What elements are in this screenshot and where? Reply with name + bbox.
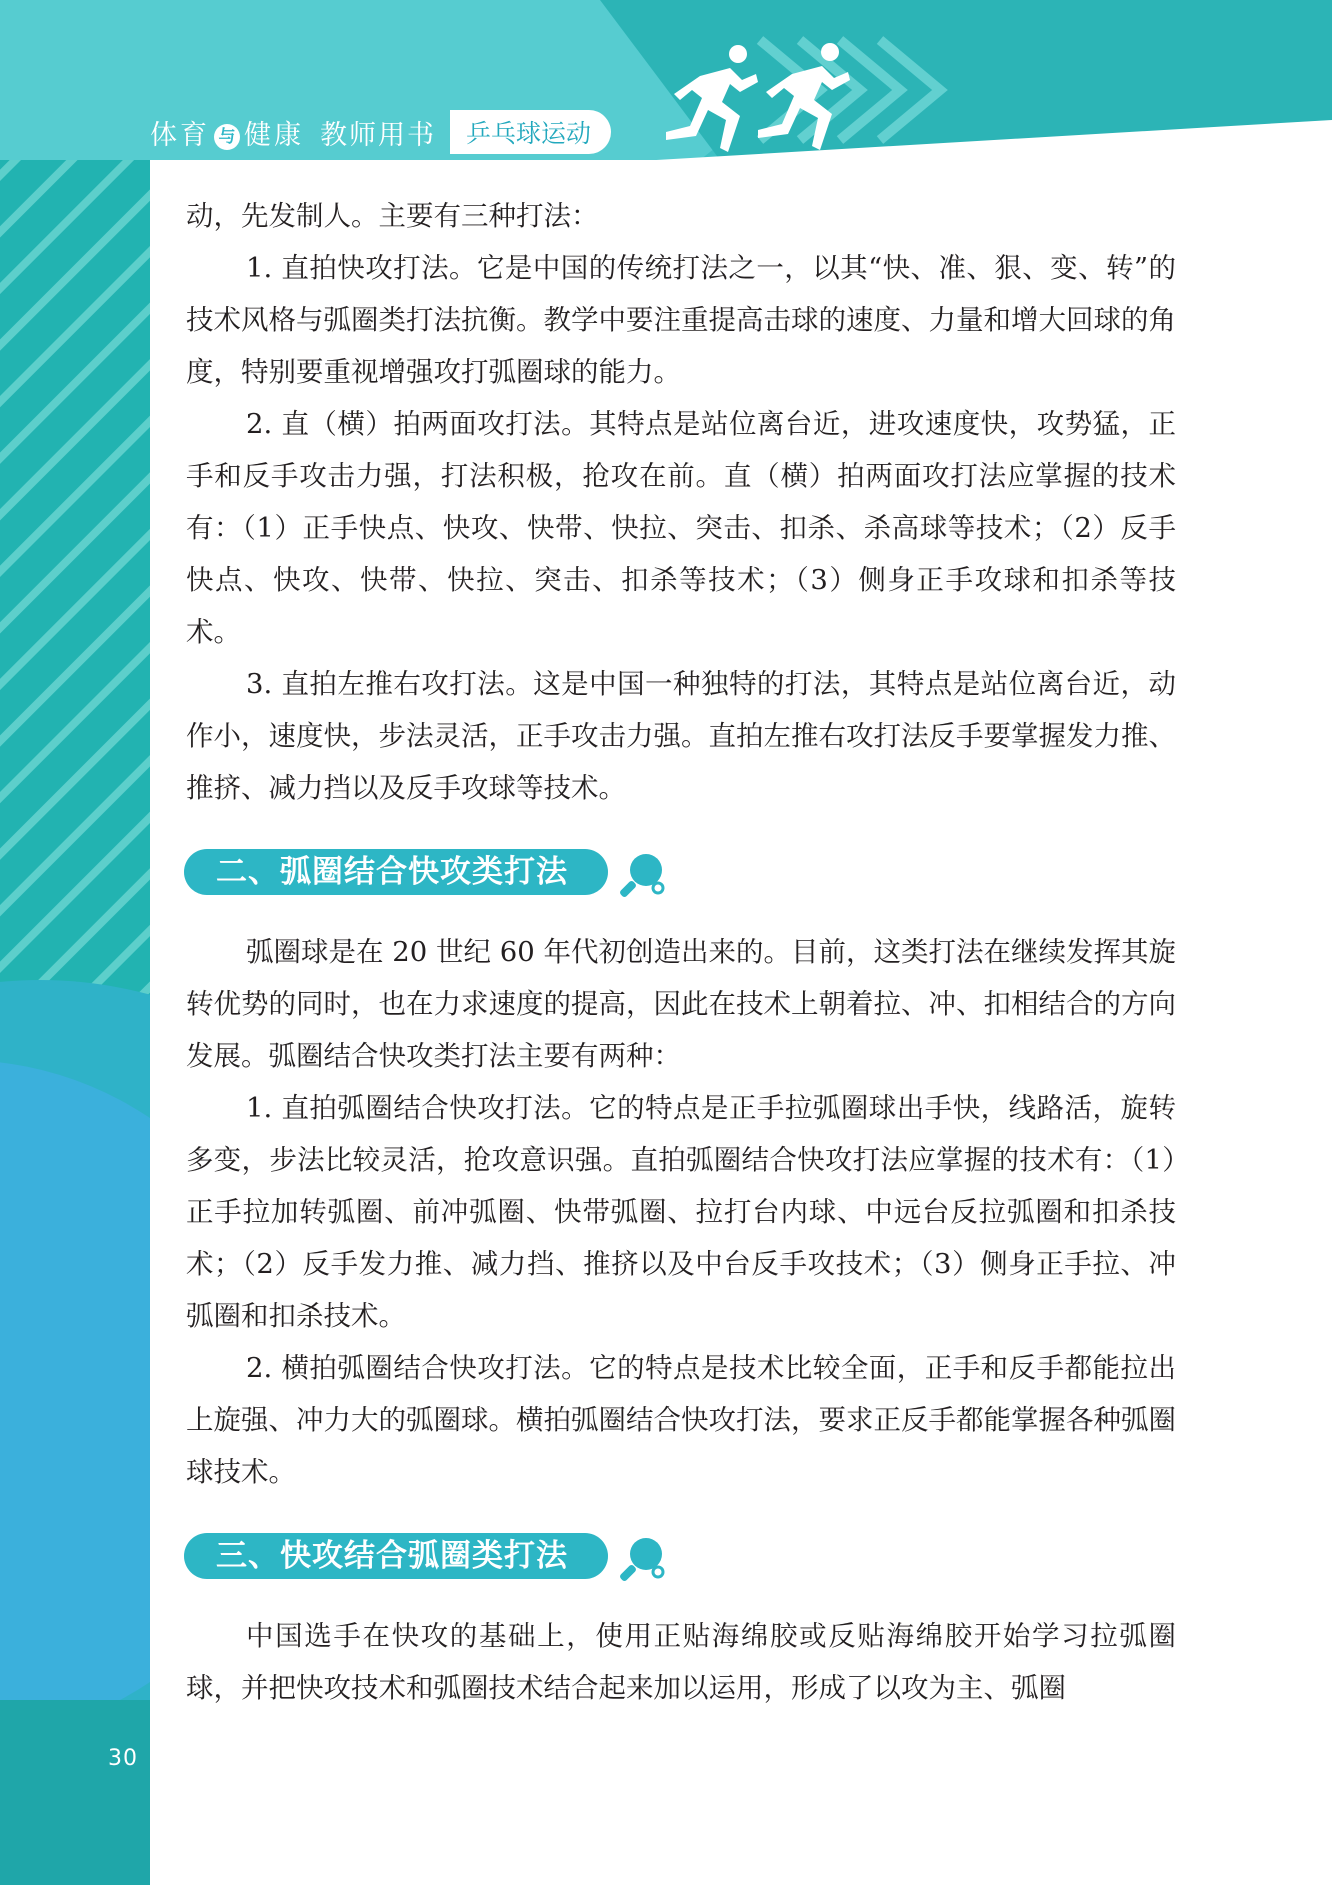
paragraph: 1. 直拍快攻打法。它是中国的传统打法之一，以其“快、准、狠、变、转”的技术风格与弧圈类打法抗衡。教学中要注重提高击球的速度、力量和增大回球的角度，特别要重视增强攻打弧圈球的能力。 bbox=[186, 252, 1176, 388]
subject-tag: 乒乓球运动 bbox=[450, 110, 611, 154]
paragraph: 2. 横拍弧圈结合快攻打法。它的特点是技术比较全面，正手和反手都能拉出上旋强、冲力大的弧圈球。横拍弧圈结合快攻打法，要求正反手都能掌握各种弧圈球技术。 bbox=[186, 1352, 1176, 1488]
section-title: 三、快攻结合弧圈类打法 bbox=[184, 1533, 608, 1579]
section-heading bbox=[184, 1532, 1176, 1580]
paragraph: 3. 直拍左推右攻打法。这是中国一种独特的打法，其特点是站位离台近，动作小，速度快，步法灵活，正手攻击力强。直拍左推右攻打法反手要掌握发力推、推挤、减力挡以及反手攻球等技术。 bbox=[186, 668, 1176, 804]
and-badge: 与 bbox=[214, 124, 240, 150]
paragraph: 弧圈球是在 20 世纪 60 年代初创造出来的。目前，这类打法在继续发挥其旋转优势的同时，也在力求速度的提高，因此在技术上朝着拉、冲、扣相结合的方向发展。弧圈结合快攻类打法主要有两种： bbox=[186, 936, 1176, 1072]
book-subtitle: 教师用书 bbox=[320, 119, 436, 151]
ping-pong-paddle-icon bbox=[614, 848, 670, 904]
ping-pong-paddle-icon bbox=[614, 1532, 670, 1588]
paragraph: 动，先发制人。主要有三种打法： bbox=[186, 200, 599, 232]
running-header bbox=[150, 110, 611, 154]
runner-icon bbox=[660, 40, 870, 160]
page-number: 30 bbox=[108, 1746, 138, 1771]
paragraph: 1. 直拍弧圈结合快攻打法。它的特点是正手拉弧圈球出手快，线路活，旋转多变，步法比较灵活，抢攻意识强。直拍弧圈结合快攻打法应掌握的技术有：（1）正手拉加转弧圈、前冲弧圈、快带弧圈、拉打台内球、中远台反拉弧圈和扣杀技术；（2）反手发力推、减力挡、推挤以及中台反手攻技术；（3）侧身正手拉、冲弧圈和扣杀技术。 bbox=[186, 1092, 1176, 1332]
paragraph: 中国选手在快攻的基础上，使用正贴海绵胶或反贴海绵胶开始学习拉弧圈球，并把快攻技术和弧圈技术结合起来加以运用，形成了以攻为主、弧圈 bbox=[186, 1620, 1176, 1704]
main-content bbox=[186, 190, 1176, 1714]
section-heading bbox=[184, 848, 1176, 896]
book-title: 体育 与 健康 bbox=[150, 119, 304, 151]
section-title: 二、弧圈结合快攻类打法 bbox=[184, 849, 608, 895]
paragraph: 2. 直（横）拍两面攻打法。其特点是站位离台近，进攻速度快，攻势猛，正手和反手攻击力强，打法积极，抢攻在前。直（横）拍两面攻打法应掌握的技术有：（1）正手快点、快攻、快带、快拉、突击、扣杀、杀高球等技术；（2）反手快点、快攻、快带、快拉、突击、扣杀等技术；（3）侧身正手攻球和扣杀等技术。 bbox=[186, 408, 1176, 648]
